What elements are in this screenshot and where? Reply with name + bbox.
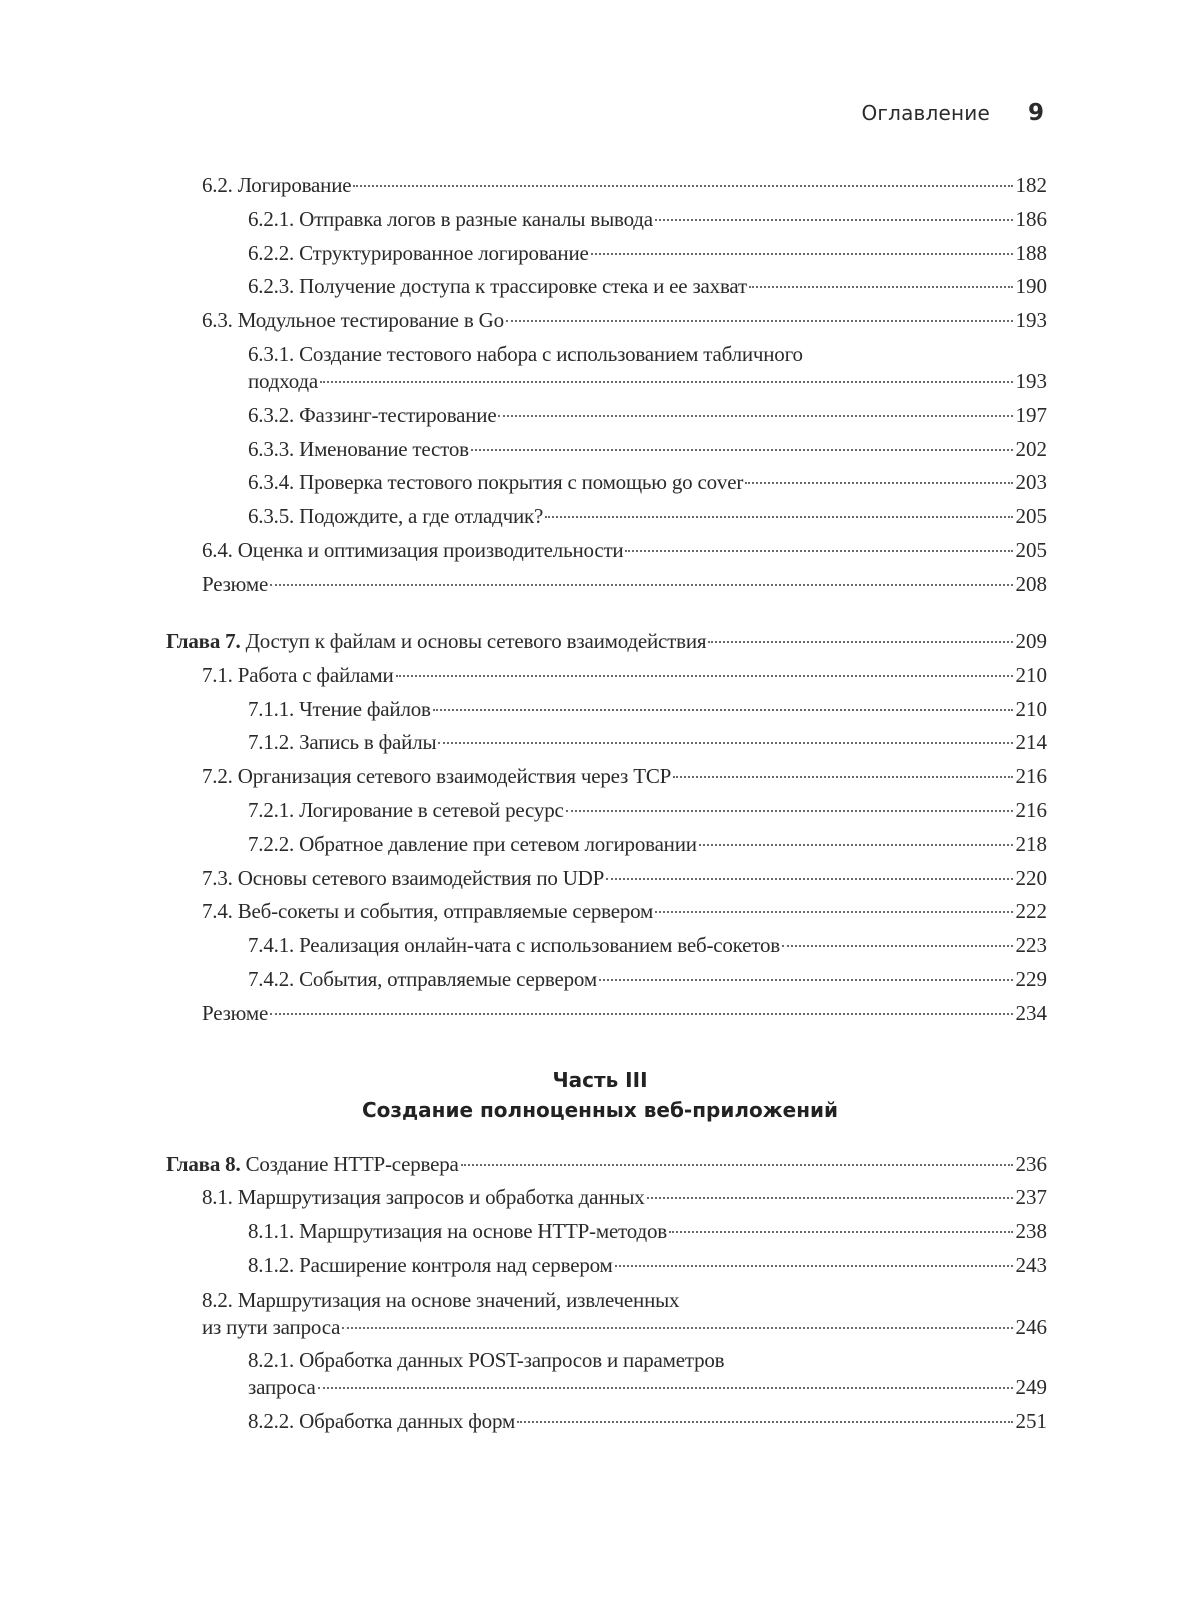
running-head bbox=[0, 100, 1044, 126]
toc-entry[interactable]: 8.1.2. Расширение контроля над сервером 243 bbox=[248, 1253, 1047, 1277]
dot-leader bbox=[270, 584, 1012, 586]
dot-leader bbox=[318, 1387, 1013, 1389]
toc-entry[interactable]: 6.2.3. Получение доступа к трассировке стека и ее захват 190 bbox=[248, 274, 1047, 298]
toc-entry[interactable]: 7.4. Веб-сокеты и события, отправляемые сервером 222 bbox=[202, 899, 1047, 923]
toc-entry[interactable]: 7.1. Работа с файлами 210 bbox=[202, 663, 1047, 687]
toc-chapter-entry[interactable]: Глава 7. Доступ к файлам и основы сетевого взаимодействия 209 bbox=[166, 629, 1047, 653]
dot-leader bbox=[699, 844, 1013, 846]
dot-leader bbox=[599, 979, 1013, 981]
dot-leader bbox=[396, 675, 1013, 677]
dot-leader bbox=[673, 776, 1012, 778]
dot-leader bbox=[669, 1231, 1013, 1233]
part-subtitle: Создание полноценных веб-приложений bbox=[361, 1098, 839, 1122]
toc-entry[interactable]: запроса 249 bbox=[248, 1375, 1047, 1399]
toc-entry[interactable]: 6.3.2. Фаззинг-тестирование 197 bbox=[248, 403, 1047, 427]
dot-leader bbox=[591, 253, 1013, 255]
dot-leader bbox=[606, 878, 1012, 880]
dot-leader bbox=[433, 709, 1013, 711]
toc-entry[interactable]: 7.4.2. События, отправляемые сервером 229 bbox=[248, 967, 1047, 991]
toc-entry[interactable]: 6.3.5. Подождите, а где отладчик? 205 bbox=[248, 504, 1047, 528]
toc-chapter-entry[interactable]: Глава 8. Создание HTTP-сервера 236 bbox=[166, 1152, 1047, 1176]
dot-leader bbox=[625, 550, 1012, 552]
toc-entry[interactable]: 8.2.2. Обработка данных форм 251 bbox=[248, 1409, 1047, 1433]
toc-entry[interactable]: 7.2.1. Логирование в сетевой ресурс 216 bbox=[248, 798, 1047, 822]
toc-entry[interactable]: из пути запроса 246 bbox=[202, 1315, 1047, 1339]
toc-entry[interactable]: 8.1.1. Маршрутизация на основе HTTP-методов 238 bbox=[248, 1219, 1047, 1243]
dot-leader bbox=[566, 810, 1013, 812]
dot-leader bbox=[655, 219, 1013, 221]
toc-entry[interactable]: 7.1.1. Чтение файлов 210 bbox=[248, 697, 1047, 721]
toc-entry[interactable]: 6.2.1. Отправка логов в разные каналы вывода 186 bbox=[248, 207, 1047, 231]
page-number: 9 bbox=[1027, 100, 1044, 126]
toc-entry[interactable]: 7.4.1. Реализация онлайн-чата с использованием веб-сокетов 223 bbox=[248, 933, 1047, 957]
toc-entry[interactable]: 6.4. Оценка и оптимизация производительности 205 bbox=[202, 538, 1047, 562]
toc-entry-line1: 8.2.1. Обработка данных POST-запросов и параметров bbox=[248, 1348, 725, 1372]
toc-entry[interactable]: 6.3.3. Именование тестов 202 bbox=[248, 437, 1047, 461]
toc-entry[interactable]: 8.1. Маршрутизация запросов и обработка данных 237 bbox=[202, 1185, 1047, 1209]
toc-entry[interactable]: 7.2. Организация сетевого взаимодействия через TCP 216 bbox=[202, 764, 1047, 788]
dot-leader bbox=[506, 320, 1013, 322]
running-head-title: Оглавление bbox=[861, 101, 990, 125]
dot-leader bbox=[320, 381, 1012, 383]
toc-entry-line1: 6.3.1. Создание тестового набора с использованием табличного bbox=[248, 342, 803, 366]
dot-leader bbox=[498, 415, 1012, 417]
dot-leader bbox=[517, 1421, 1012, 1423]
dot-leader bbox=[708, 641, 1012, 643]
toc-entry[interactable]: 6.3.4. Проверка тестового покрытия с помощью go cover 203 bbox=[248, 470, 1047, 494]
dot-leader bbox=[471, 449, 1013, 451]
dot-leader bbox=[461, 1164, 1013, 1166]
dot-leader bbox=[745, 482, 1012, 484]
toc-entry[interactable]: Резюме 234 bbox=[202, 1001, 1047, 1025]
dot-leader bbox=[438, 742, 1012, 744]
part-title: Часть III bbox=[552, 1068, 648, 1092]
toc-entry[interactable]: Резюме 208 bbox=[202, 572, 1047, 596]
dot-leader bbox=[782, 945, 1012, 947]
dot-leader bbox=[655, 911, 1012, 913]
toc-entry[interactable]: подхода 193 bbox=[248, 369, 1047, 393]
toc-entry[interactable]: 7.1.2. Запись в файлы 214 bbox=[248, 730, 1047, 754]
toc-entry-line1: 8.2. Маршрутизация на основе значений, извлеченных bbox=[202, 1288, 680, 1312]
chapter-prefix: Глава 8. bbox=[166, 1152, 241, 1176]
toc-entry[interactable]: 6.2.2. Структурированное логирование 188 bbox=[248, 241, 1047, 265]
dot-leader bbox=[270, 1013, 1012, 1015]
dot-leader bbox=[342, 1327, 1012, 1329]
chapter-prefix: Глава 7. bbox=[166, 629, 241, 653]
toc-entry[interactable]: 7.3. Основы сетевого взаимодействия по UDP 220 bbox=[202, 866, 1047, 890]
toc-entry[interactable]: 6.3. Модульное тестирование в Go 193 bbox=[202, 308, 1047, 332]
toc-entry[interactable]: 6.2. Логирование 182 bbox=[202, 173, 1047, 197]
dot-leader bbox=[647, 1197, 1013, 1199]
dot-leader bbox=[545, 516, 1012, 518]
dot-leader bbox=[615, 1265, 1013, 1267]
dot-leader bbox=[749, 286, 1013, 288]
dot-leader bbox=[353, 185, 1012, 187]
toc-entry[interactable]: 7.2.2. Обратное давление при сетевом логировании 218 bbox=[248, 832, 1047, 856]
